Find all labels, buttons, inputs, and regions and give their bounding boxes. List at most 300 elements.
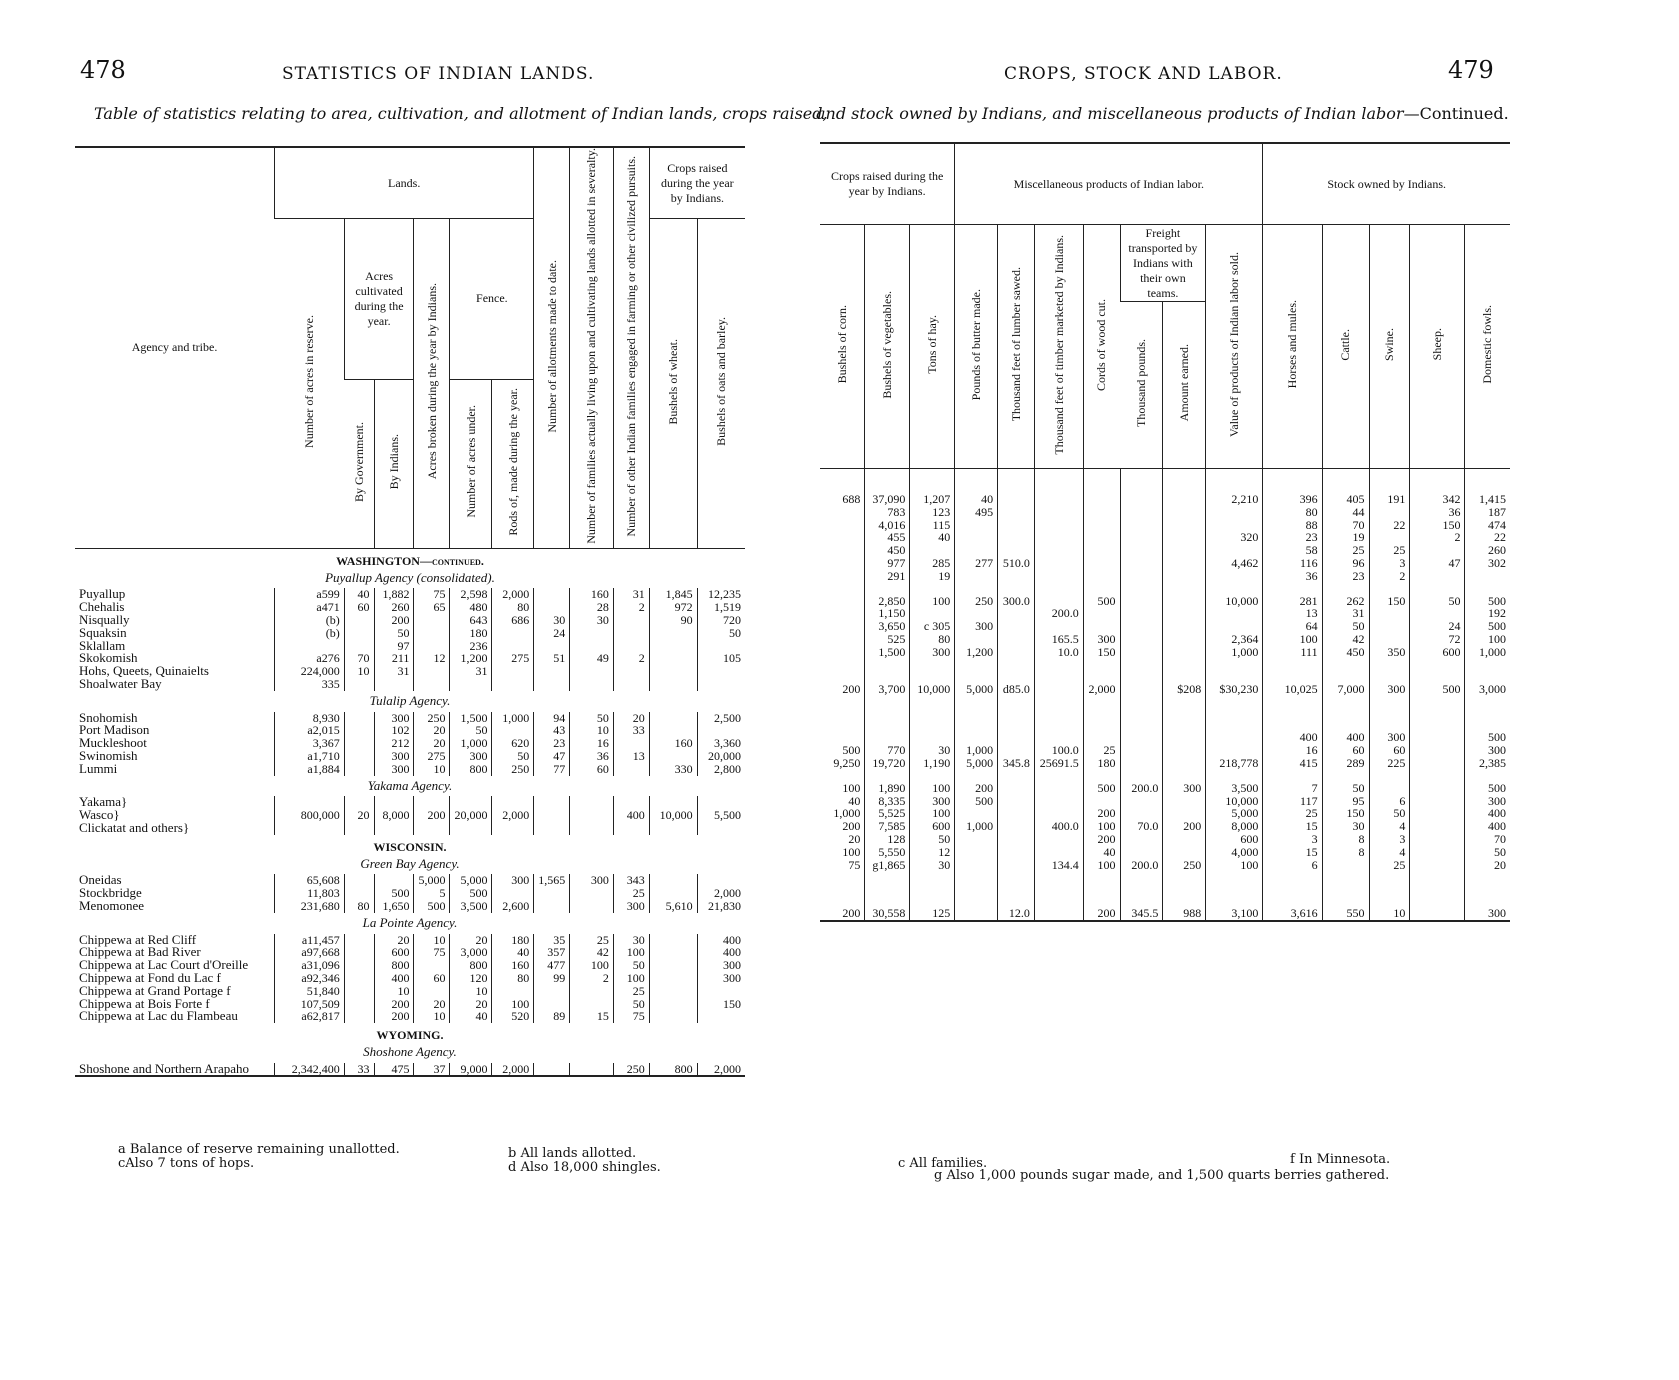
header-acres-under-fence: Number of acres under. — [450, 379, 492, 548]
value-cell — [820, 620, 865, 633]
blank-row — [820, 659, 1510, 671]
value-cell: 2,850 — [865, 595, 910, 608]
value-cell: 60 — [570, 763, 614, 776]
empty-cell — [1465, 671, 1510, 683]
value-cell — [1410, 757, 1465, 770]
value-cell: 5,000 — [450, 874, 492, 887]
value-cell: 2,598 — [450, 588, 492, 601]
table-row — [75, 627, 745, 640]
value-cell: 100 — [910, 595, 955, 608]
header-value-sold: Value of products of Indian labor sold. — [1206, 225, 1263, 469]
empty-cell — [1163, 719, 1206, 731]
value-cell — [1369, 782, 1410, 795]
value-cell — [649, 1010, 697, 1023]
empty-cell — [910, 671, 955, 683]
value-cell: 302 — [1465, 557, 1510, 570]
value-cell: 36 — [1263, 570, 1322, 583]
value-cell: 1,190 — [910, 757, 955, 770]
value-cell: 525 — [865, 633, 910, 646]
empty-cell — [1263, 671, 1322, 683]
value-cell — [820, 595, 865, 608]
empty-cell — [955, 883, 998, 895]
value-cell: 2,600 — [492, 900, 534, 913]
value-cell: 42 — [570, 946, 614, 959]
empty-cell — [910, 469, 955, 482]
blank-row — [820, 770, 1510, 782]
empty-cell — [1206, 671, 1263, 683]
empty-cell — [1163, 695, 1206, 707]
value-cell — [1163, 493, 1206, 506]
empty-cell — [1120, 671, 1163, 683]
value-cell: 60 — [1322, 744, 1369, 757]
value-cell: 4,016 — [865, 519, 910, 532]
value-cell: 22 — [1465, 531, 1510, 544]
value-cell — [820, 607, 865, 620]
value-cell — [492, 887, 534, 900]
value-cell — [998, 782, 1035, 795]
value-cell — [998, 633, 1035, 646]
value-cell: 200 — [842, 819, 861, 834]
value-cell: 7 — [1263, 782, 1322, 795]
value-cell — [1120, 493, 1163, 506]
table-row — [820, 795, 1510, 808]
value-cell — [534, 887, 570, 900]
value-cell: 4 — [1369, 846, 1410, 859]
empty-cell — [865, 659, 910, 671]
empty-cell — [1263, 695, 1322, 707]
value-cell — [534, 1063, 570, 1077]
value-cell: 37,090 — [865, 493, 910, 506]
header-acres-reserve: Number of acres in reserve. — [275, 219, 345, 549]
empty-cell — [820, 695, 865, 707]
value-cell — [344, 737, 374, 750]
value-cell: 510.0 — [998, 557, 1035, 570]
empty-cell — [1163, 469, 1206, 482]
value-cell: 3,700 — [865, 683, 910, 696]
value-cell: 125 — [910, 907, 955, 921]
value-cell: 250 — [1163, 859, 1206, 872]
value-cell — [1163, 744, 1206, 757]
empty-cell — [1410, 583, 1465, 595]
empty-cell — [1206, 659, 1263, 671]
table-row — [75, 614, 745, 627]
value-cell — [820, 570, 865, 583]
tribe-name-cell: Clickatat and others} — [79, 819, 190, 835]
value-cell: 500 — [1083, 782, 1120, 795]
value-cell — [1410, 744, 1465, 757]
value-cell: 12.0 — [998, 907, 1035, 921]
value-cell: 107,509 — [275, 998, 345, 1011]
value-cell: 477 — [534, 959, 570, 972]
table-row — [820, 646, 1510, 659]
empty-cell — [1369, 583, 1410, 595]
value-cell — [344, 627, 374, 640]
empty-cell — [955, 469, 998, 482]
header-families-living: Number of families actually living upon and cultivating lands allotted in severalty. — [570, 147, 614, 548]
value-cell: 5,000 — [1206, 807, 1263, 820]
value-cell: 1,000 — [955, 744, 998, 757]
empty-cell — [820, 469, 865, 482]
value-cell: 134.4 — [1034, 859, 1083, 872]
tribe-name-cell: Sklallam — [79, 637, 126, 653]
value-cell — [1120, 620, 1163, 633]
empty-cell — [1163, 770, 1206, 782]
tribe-name-cell: Chippewa at Lac du Flambeau — [79, 1008, 238, 1024]
value-cell: 300 — [910, 795, 955, 808]
value-cell — [570, 665, 614, 678]
value-cell: a62,817 — [275, 1010, 345, 1023]
value-cell — [649, 678, 697, 691]
value-cell: 25 — [1263, 807, 1322, 820]
value-cell: 60 — [414, 972, 450, 985]
value-cell — [1120, 833, 1163, 846]
value-cell: 100 — [842, 844, 861, 859]
empty-cell — [1034, 707, 1083, 719]
value-cell: 396 — [1263, 493, 1322, 506]
table-row — [75, 1010, 745, 1023]
empty-cell — [1465, 707, 1510, 719]
value-cell: 300 — [910, 646, 955, 659]
value-cell: 400 — [697, 946, 745, 959]
value-cell: 20 — [848, 831, 861, 846]
footnote-c-right: c All families. — [898, 1156, 988, 1171]
value-cell: 50 — [1322, 620, 1369, 633]
value-cell — [534, 809, 570, 822]
value-cell: 100 — [613, 972, 649, 985]
value-cell — [998, 833, 1035, 846]
value-cell: 236 — [450, 640, 492, 653]
value-cell: 300 — [492, 874, 534, 887]
table-row — [820, 506, 1510, 519]
value-cell — [1120, 531, 1163, 544]
value-cell: 102 — [374, 724, 414, 737]
value-cell: a31,096 — [275, 959, 345, 972]
empty-cell — [1206, 707, 1263, 719]
value-cell — [1410, 731, 1465, 744]
empty-cell — [998, 695, 1035, 707]
value-cell — [1083, 557, 1120, 570]
value-cell: 100 — [570, 959, 614, 972]
empty-cell — [1120, 707, 1163, 719]
empty-cell — [1034, 895, 1083, 907]
value-cell: 720 — [697, 614, 745, 627]
empty-cell — [1034, 481, 1083, 493]
value-cell: 3 — [1369, 557, 1410, 570]
value-cell — [613, 763, 649, 776]
value-cell: a1,710 — [275, 750, 345, 763]
value-cell: (b) — [275, 627, 345, 640]
value-cell — [998, 531, 1035, 544]
value-cell — [344, 887, 374, 900]
value-cell — [1120, 607, 1163, 620]
value-cell: 350 — [1369, 646, 1410, 659]
value-cell: 47 — [1410, 557, 1465, 570]
tribe-name-cell: Nisqually — [79, 611, 130, 627]
value-cell: 200 — [374, 614, 414, 627]
value-cell: 100 — [910, 807, 955, 820]
value-cell: 550 — [1322, 907, 1369, 921]
value-cell: 200 — [1083, 907, 1120, 921]
table-row — [820, 833, 1510, 846]
value-cell: 5,000 — [414, 874, 450, 887]
value-cell: 25 — [613, 887, 649, 900]
value-cell: 50 — [613, 998, 649, 1011]
empty-cell — [1322, 469, 1369, 482]
tribe-name-cell: Chippewa at Bad River — [79, 944, 201, 960]
table-row — [75, 1063, 745, 1077]
footnote-d: d Also 18,000 shingles. — [508, 1160, 661, 1175]
value-cell: 800 — [374, 959, 414, 972]
value-cell — [820, 633, 865, 646]
empty-cell — [1083, 883, 1120, 895]
table-row — [75, 678, 745, 691]
value-cell: 160 — [649, 737, 697, 750]
value-cell — [344, 750, 374, 763]
value-cell: 200 — [374, 998, 414, 1011]
value-cell — [1163, 607, 1206, 620]
table-row — [820, 859, 1510, 872]
table-row — [820, 807, 1510, 820]
value-cell — [820, 646, 865, 659]
value-cell — [955, 846, 998, 859]
value-cell — [570, 887, 614, 900]
table-row — [820, 633, 1510, 646]
value-cell: 43 — [534, 724, 570, 737]
value-cell: 12,235 — [697, 588, 745, 601]
header-lands: Lands. — [275, 147, 534, 219]
value-cell: 160 — [570, 588, 614, 601]
agency-heading-row — [75, 854, 745, 875]
value-cell — [570, 627, 614, 640]
empty-cell — [910, 770, 955, 782]
value-cell: 2 — [1410, 531, 1465, 544]
tribe-name-cell: Menomonee — [79, 897, 144, 913]
value-cell: 95 — [1322, 795, 1369, 808]
value-cell: 36 — [1410, 506, 1465, 519]
value-cell: 150 — [1410, 519, 1465, 532]
state-heading: WYOMING. — [376, 1028, 444, 1043]
value-cell — [1120, 744, 1163, 757]
value-cell: 2,000 — [492, 588, 534, 601]
value-cell: 600 — [1410, 646, 1465, 659]
empty-cell — [998, 659, 1035, 671]
table-row — [820, 757, 1510, 770]
value-cell: 300 — [1465, 795, 1510, 808]
value-cell: 40 — [848, 793, 861, 808]
value-cell: 5,525 — [865, 807, 910, 820]
empty-cell — [1083, 583, 1120, 595]
value-cell — [1034, 795, 1083, 808]
value-cell: 31 — [613, 588, 649, 601]
value-cell: 20 — [450, 998, 492, 1011]
header-fowls: Domestic fowls. — [1465, 225, 1510, 469]
value-cell: 40 — [344, 588, 374, 601]
value-cell: 2,342,400 — [275, 1063, 345, 1077]
value-cell — [1206, 506, 1263, 519]
value-cell: 275 — [414, 750, 450, 763]
value-cell — [955, 570, 998, 583]
value-cell: 3,650 — [865, 620, 910, 633]
value-cell: 1,000 — [955, 820, 998, 833]
value-cell: 988 — [1163, 907, 1206, 921]
page-number-right: 479 — [1448, 56, 1494, 84]
value-cell — [1083, 531, 1120, 544]
value-cell: 40 — [492, 946, 534, 959]
agency-heading: Tulalip Agency. — [369, 692, 451, 708]
table-caption-continued: and stock owned by Indians, and miscellaneous products of Indian labor—Continued. — [816, 104, 1509, 123]
value-cell: 123 — [910, 506, 955, 519]
value-cell: 20 — [1465, 859, 1510, 872]
value-cell: 1,500 — [450, 712, 492, 725]
header-butter: Pounds of butter made. — [955, 225, 998, 469]
empty-cell — [1206, 583, 1263, 595]
value-cell — [344, 614, 374, 627]
value-cell: 31 — [1322, 607, 1369, 620]
value-cell: 260 — [374, 601, 414, 614]
value-cell — [344, 972, 374, 985]
empty-cell — [1263, 707, 1322, 719]
value-cell: 2,385 — [1465, 757, 1510, 770]
tribe-name-cell: Muckleshoot — [79, 735, 147, 751]
value-cell: 37 — [414, 1063, 450, 1077]
value-cell: 643 — [450, 614, 492, 627]
table-row — [75, 887, 745, 900]
value-cell — [955, 833, 998, 846]
value-cell: 300 — [374, 750, 414, 763]
value-cell — [275, 822, 345, 835]
empty-cell — [1120, 469, 1163, 482]
value-cell — [649, 750, 697, 763]
value-cell — [1120, 570, 1163, 583]
value-cell: 495 — [955, 506, 998, 519]
empty-cell — [910, 871, 955, 883]
value-cell — [998, 493, 1035, 506]
empty-cell — [998, 770, 1035, 782]
value-cell — [1083, 519, 1120, 532]
value-cell — [1163, 544, 1206, 557]
value-cell: 10 — [450, 985, 492, 998]
tribe-name-cell: Lummi — [79, 760, 118, 776]
value-cell — [1120, 557, 1163, 570]
empty-cell — [1369, 659, 1410, 671]
empty-cell — [1410, 659, 1465, 671]
value-cell: 20,000 — [697, 750, 745, 763]
empty-cell — [1369, 671, 1410, 683]
value-cell: 400 — [1465, 807, 1510, 820]
value-cell — [1034, 544, 1083, 557]
value-cell: 500 — [374, 887, 414, 900]
empty-cell — [1263, 883, 1322, 895]
value-cell — [1034, 519, 1083, 532]
table-row — [820, 519, 1510, 532]
value-cell — [820, 519, 865, 532]
value-cell — [820, 544, 865, 557]
value-cell: 128 — [865, 833, 910, 846]
empty-cell — [955, 770, 998, 782]
value-cell: 30,558 — [865, 907, 910, 921]
value-cell: 1,000 — [450, 737, 492, 750]
value-cell — [1120, 731, 1163, 744]
value-cell: 520 — [492, 1010, 534, 1023]
value-cell: 1,415 — [1465, 493, 1510, 506]
value-cell: 7,585 — [865, 820, 910, 833]
value-cell — [1034, 782, 1083, 795]
table-row — [820, 595, 1510, 608]
tribe-name-cell: Chippewa at Red Cliff — [79, 931, 197, 947]
value-cell: 4,000 — [1206, 846, 1263, 859]
value-cell — [414, 985, 450, 998]
empty-cell — [955, 895, 998, 907]
value-cell — [1369, 607, 1410, 620]
value-cell: 200 — [1083, 807, 1120, 820]
empty-cell — [1034, 695, 1083, 707]
agency-heading: Green Bay Agency. — [360, 855, 460, 871]
value-cell: 224,000 — [275, 665, 345, 678]
value-cell: 10,025 — [1263, 683, 1322, 696]
empty-cell — [1206, 695, 1263, 707]
value-cell: $30,230 — [1206, 683, 1263, 696]
value-cell — [344, 1010, 374, 1023]
value-cell — [1034, 493, 1083, 506]
empty-cell — [1263, 583, 1322, 595]
table-row — [820, 846, 1510, 859]
value-cell — [613, 822, 649, 835]
empty-cell — [1465, 871, 1510, 883]
value-cell — [374, 678, 414, 691]
value-cell — [998, 820, 1035, 833]
state-heading-row — [75, 548, 745, 567]
empty-cell — [1163, 481, 1206, 493]
value-cell: 218,778 — [1206, 757, 1263, 770]
value-cell: 3,360 — [697, 737, 745, 750]
value-cell: 1,200 — [450, 652, 492, 665]
value-cell: 500 — [1465, 782, 1510, 795]
value-cell: 19,720 — [865, 757, 910, 770]
value-cell: a92,346 — [275, 972, 345, 985]
value-cell: 7,000 — [1322, 683, 1369, 696]
value-cell: 15 — [1263, 846, 1322, 859]
value-cell: 70.0 — [1120, 820, 1163, 833]
value-cell: 20 — [414, 737, 450, 750]
value-cell — [344, 874, 374, 887]
value-cell — [697, 665, 745, 678]
value-cell — [1083, 493, 1120, 506]
empty-cell — [1322, 671, 1369, 683]
value-cell — [1034, 531, 1083, 544]
value-cell: 22 — [1369, 519, 1410, 532]
value-cell — [1163, 620, 1206, 633]
tribe-name-cell: Squaksin — [79, 624, 127, 640]
tribe-name-cell: Hohs, Queets, Quinaielts — [79, 663, 209, 679]
agency-heading: Puyallup Agency (consolidated). — [325, 569, 495, 585]
value-cell — [1163, 757, 1206, 770]
value-cell — [374, 822, 414, 835]
empty-cell — [1410, 895, 1465, 907]
empty-cell — [1083, 707, 1120, 719]
value-cell: 80 — [344, 900, 374, 913]
value-cell: 50 — [1322, 782, 1369, 795]
value-cell: 300 — [1465, 744, 1510, 757]
value-cell: 200 — [1163, 820, 1206, 833]
value-cell: 400 — [613, 809, 649, 822]
value-cell — [414, 665, 450, 678]
value-cell — [344, 946, 374, 959]
value-cell — [820, 506, 865, 519]
value-cell: 400 — [1322, 731, 1369, 744]
value-cell — [344, 763, 374, 776]
value-cell: 150 — [697, 998, 745, 1011]
value-cell: 75 — [848, 857, 861, 872]
